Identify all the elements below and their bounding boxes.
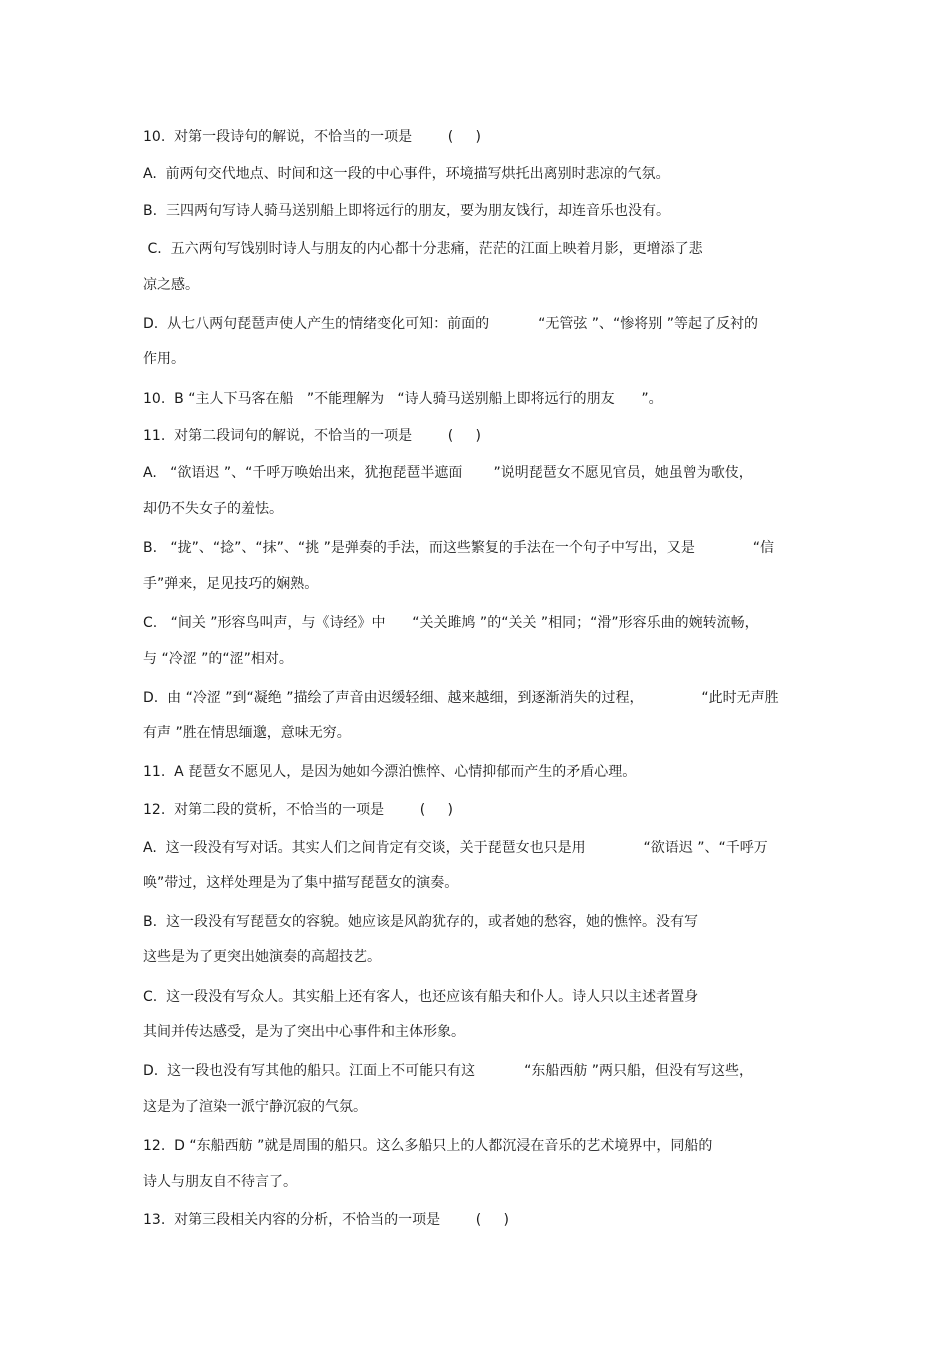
question-12-option-d: D. 这一段也没有写其他的船只。江面上不可能只有这 “东船西舫 ”两只船，但没有写这些， — [143, 1063, 754, 1079]
question-12-option-a-cont: 唤”带过，这样处理是为了集中描写琵琶女的演奏。 — [143, 875, 459, 891]
question-11-option-a-cont: 却仍不失女子的羞怯。 — [143, 501, 283, 517]
question-12-option-b-cont: 这些是为了更突出她演奏的高超技艺。 — [143, 949, 381, 965]
question-11-stem: 11. 对第二段词句的解说，不恰当的一项是 ( ) — [143, 428, 481, 444]
question-11-option-d-cont: 有声 ”胜在情思缅邈，意味无穷。 — [143, 725, 351, 741]
question-10-option-d-cont: 作用。 — [143, 351, 185, 367]
question-11-option-d: D. 由 “冷涩 ”到“凝绝 ”描绘了声音由迟缓轻细、越来越细，到逐渐消失的过程， “此时无声胜 — [143, 690, 779, 706]
question-12-option-a: A. 这一段没有写对话。其实人们之间肯定有交谈，关于琵琶女也只是用 “欲语迟 ”、“千呼万 — [143, 840, 768, 856]
question-12-stem: 12. 对第二段的赏析，不恰当的一项是 ( ) — [143, 802, 453, 818]
question-12-option-c-cont: 其间并传达感受，是为了突出中心事件和主体形象。 — [143, 1024, 465, 1040]
question-11-option-c-cont: 与 “冷涩 ”的“涩”相对。 — [143, 651, 293, 667]
question-11-option-a: A. “欲语迟 ”、“千呼万唤始出来，犹抱琵琶半遮面 ”说明琵琶女不愿见官员，她虽曾为歌伎， — [143, 465, 753, 481]
question-11-option-c: C. “间关 ”形容鸟叫声，与《诗经》中 “关关雎鸠 ”的“关关 ”相同；“滑”形容乐曲的婉转流畅， — [143, 615, 759, 631]
question-12-option-d-cont: 这是为了渲染一派宁静沉寂的气氛。 — [143, 1099, 367, 1115]
question-11-option-b-cont: 手”弹来，足见技巧的娴熟。 — [143, 576, 319, 592]
answer-12-cont: 诗人与朋友自不待言了。 — [143, 1174, 297, 1190]
question-10-option-d: D. 从七八两句琵琶声使人产生的情绪变化可知：前面的 “无管弦 ”、“惨将别 ”等起了反衬的 — [143, 316, 758, 332]
question-13-stem: 13. 对第三段相关内容的分析，不恰当的一项是 ( ) — [143, 1212, 509, 1228]
question-10-stem: 10. 对第一段诗句的解说，不恰当的一项是 ( ) — [143, 129, 481, 145]
answer-10: 10. B “主人下马客在船 ”不能理解为 “诗人骑马送别船上即将远行的朋友 ”。 — [143, 391, 663, 407]
question-10-option-a: A. 前两句交代地点、时间和这一段的中心事件，环境描写烘托出离别时悲凉的气氛。 — [143, 166, 670, 182]
question-11-option-b: B. “拢”、“捻”、“抹”、“挑 ”是弹奏的手法，而这些繁复的手法在一个句子中写出，又是 “信 — [143, 540, 774, 556]
answer-11: 11. A 琵琶女不愿见人，是因为她如今漂泊憔悴、心情抑郁而产生的矛盾心理。 — [143, 764, 637, 780]
question-10-option-c-cont: 凉之感。 — [143, 277, 199, 293]
answer-12: 12. D “东船西舫 ”就是周围的船只。这么多船只上的人都沉浸在音乐的艺术境界中，同船的 — [143, 1138, 713, 1154]
question-12-option-c: C. 这一段没有写众人。其实船上还有客人，也还应该有船夫和仆人。诗人只以主述者置身 — [143, 989, 699, 1005]
question-12-option-b: B. 这一段没有写琵琶女的容貌。她应该是风韵犹存的，或者她的愁容，她的憔悴。没有写 — [143, 914, 698, 930]
question-10-option-c: C. 五六两句写饯别时诗人与朋友的内心都十分悲痛，茫茫的江面上映着月影，更增添了悲 — [143, 241, 703, 257]
question-10-option-b: B. 三四两句写诗人骑马送别船上即将远行的朋友，要为朋友饯行，却连音乐也没有。 — [143, 203, 670, 219]
